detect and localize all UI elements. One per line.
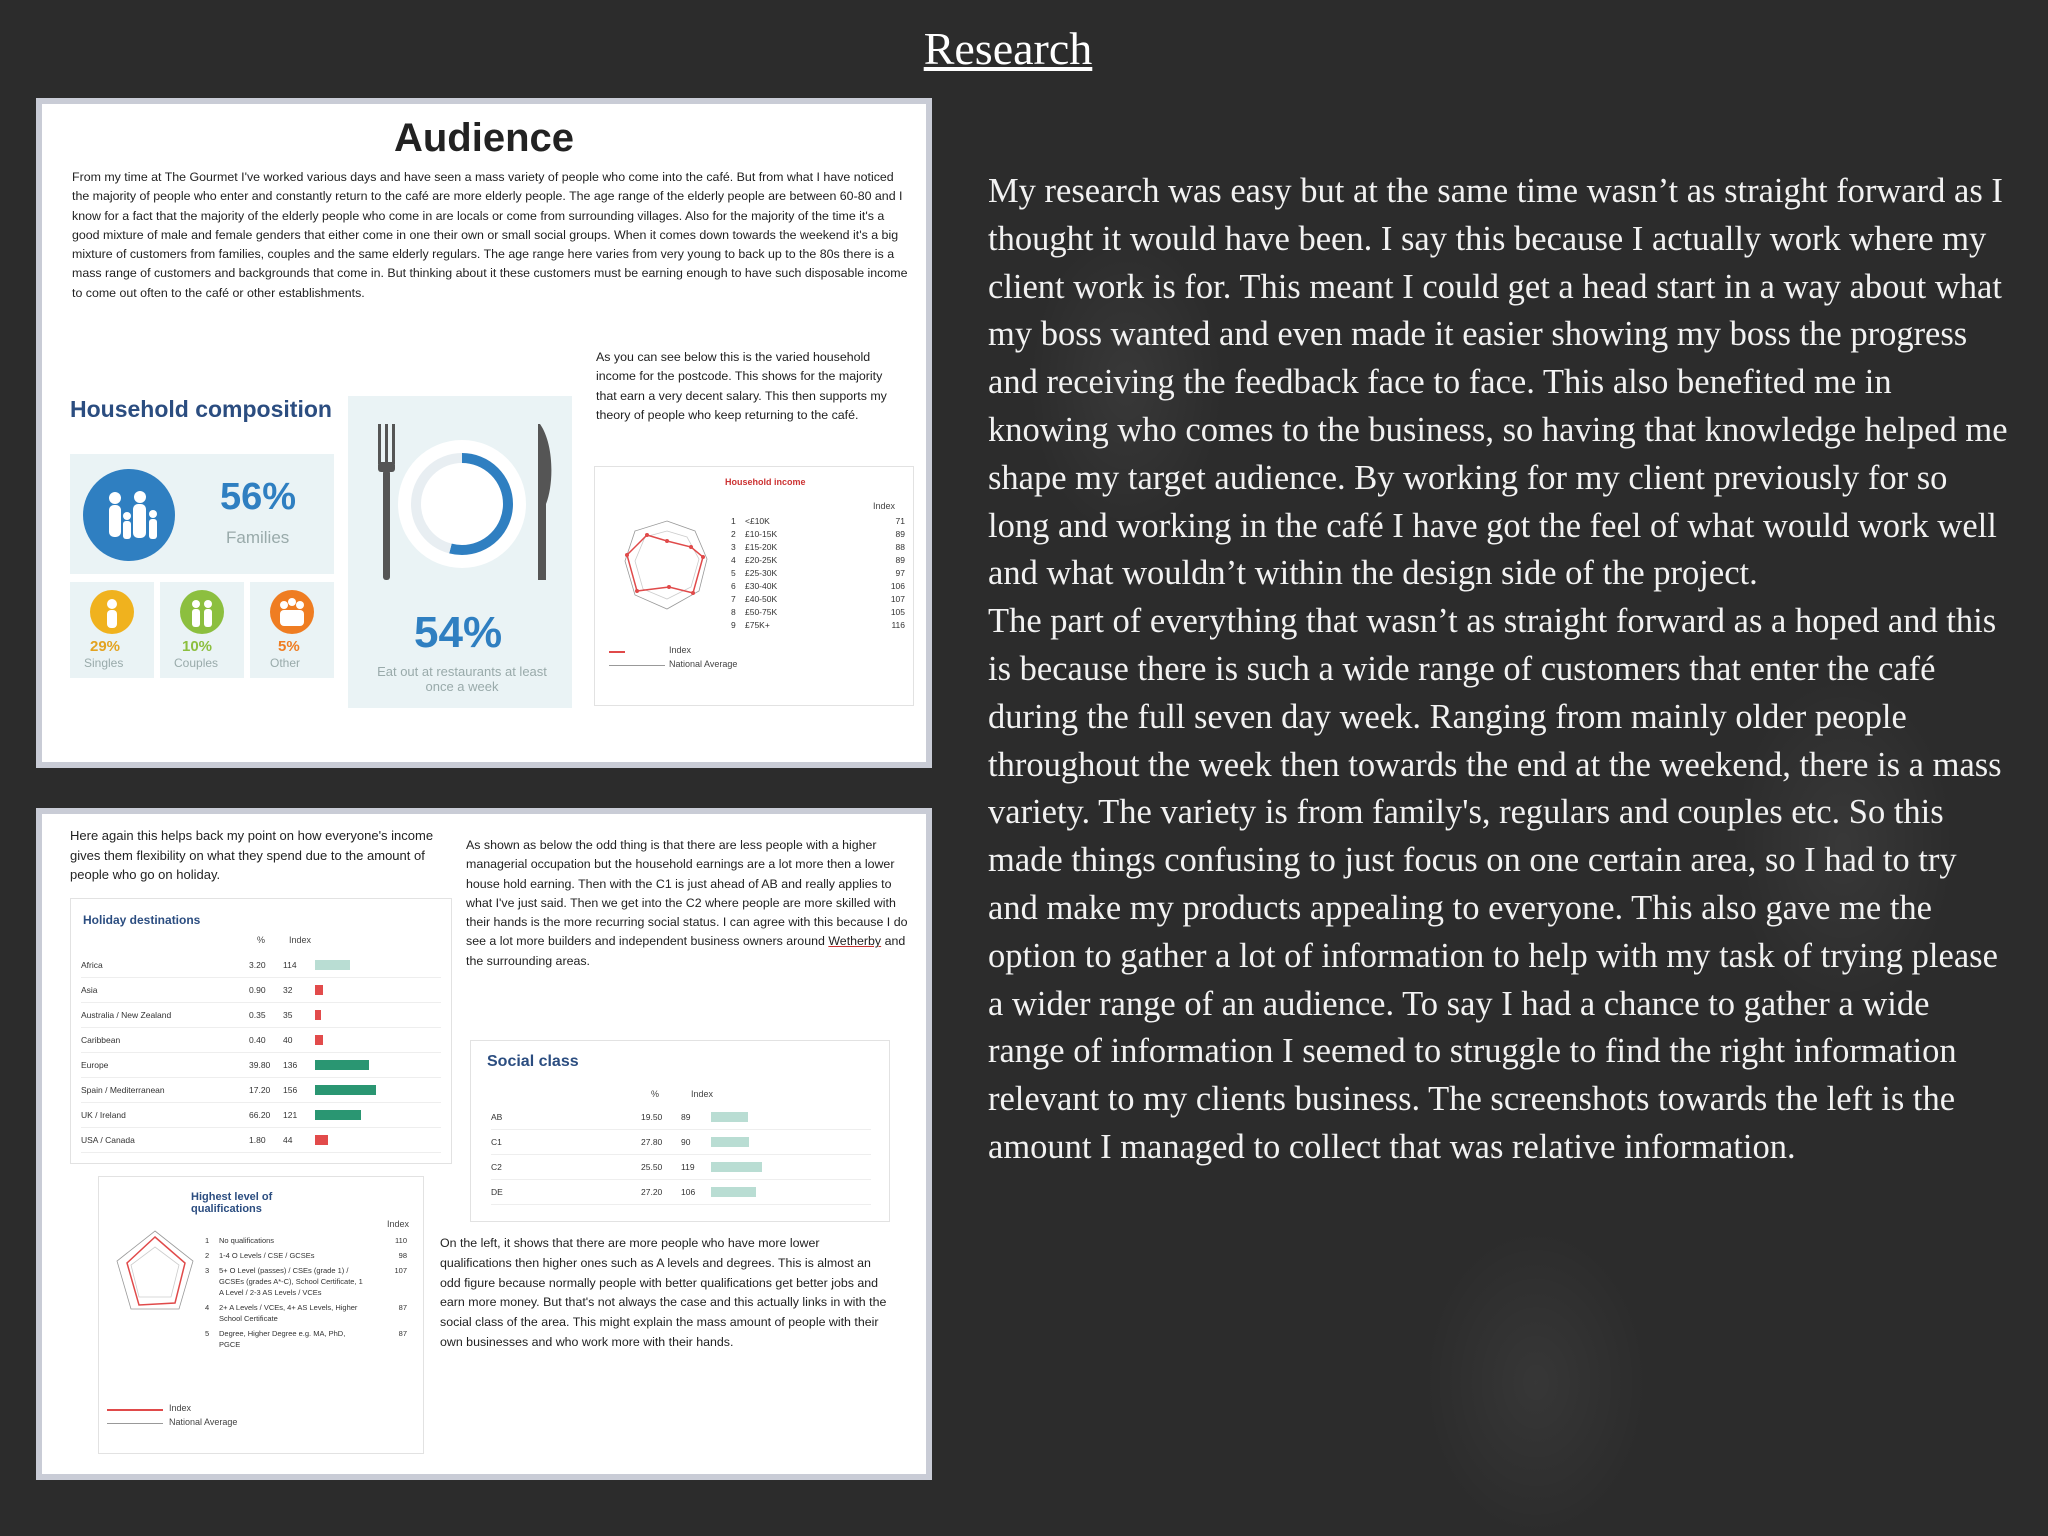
holiday-row (81, 1128, 441, 1153)
social-class-card (470, 1040, 890, 1222)
audience-intro-text: From my time at The Gourmet I've worked various days and have seen a mass variety of people who come into the café. But from what I have noticed the majority of people who enter and constantly return to the café are more elderly people. The age range of the elderly people are between 60-80 and I know for a fact that the majority of the elderly people who come in are locals or come from surrounding villages. Also for the majority of the time it's a good mixture of male and female genders that either come in one their own or small social groups. When it comes down towards the weekend it's a big mixture of customers from families, couples and the same elderly regulars. The age range here varies from very young to back up to the 80s there is a mass range of customers and backgrounds that come in. But thinking about it these customers must be earning enough to have such disposable income to come out often to the café or other establishments. (72, 170, 908, 300)
income-row-label: £50-75K (745, 607, 778, 617)
income-row-index: 106 (890, 581, 905, 591)
social-header-index: Index (691, 1089, 714, 1099)
qualifications-radar-chart (105, 1217, 205, 1327)
income-row-index: 71 (895, 516, 905, 526)
qual-legend-national-swatch (107, 1423, 163, 1424)
income-row-number: 1 (731, 516, 736, 526)
holiday-bar (315, 1035, 323, 1045)
couples-tile (160, 582, 244, 678)
income-row-label: £15-20K (745, 542, 778, 552)
holiday-note-text: Here again this helps back my point on how everyone's income gives them flexibility on what they spend due to the amount of people who go on holiday. (70, 828, 434, 882)
social-class-pct: 25.50 (641, 1162, 663, 1172)
holiday-index: 32 (283, 985, 293, 995)
income-row-index: 89 (895, 555, 905, 565)
qualification-number: 2 (205, 1251, 210, 1260)
holiday-pct: 3.20 (249, 960, 266, 970)
qual-legend-national: National Average (169, 1417, 238, 1427)
income-row-label: £75K+ (745, 620, 770, 630)
qual-legend-index-swatch (107, 1409, 163, 1411)
holiday-table (81, 953, 441, 1153)
social-class-index: 119 (681, 1162, 695, 1172)
legend-national-swatch (609, 665, 665, 666)
holiday-pct: 0.35 (249, 1010, 266, 1020)
single-person-icon (90, 590, 134, 634)
social-note-place: Wetherby (828, 934, 882, 949)
holiday-bar (315, 1060, 369, 1070)
singles-label: Singles (84, 656, 124, 670)
income-row-label: £10-15K (745, 529, 778, 539)
qualification-number: 5 (205, 1329, 210, 1338)
paragraph-1: My research was easy but at the same time wasn’t as straight forward as I thought it would have been. I say this because I actually work where my client work is for. This meant I could get a head start in a way about what my boss wanted and even made it easier showing my boss the progress and receiving the feedback face to face. This also benefited me in knowing who comes to the business, so having that knowledge helped me shape my target audience. By working for my client previously for so long and working in the café I have got the feel of what would work well and what wouldn’t within the design side of the project. (988, 172, 2008, 593)
holiday-header-pct: % (257, 935, 266, 945)
holiday-row (81, 978, 441, 1003)
qual-legend-index: Index (169, 1403, 192, 1413)
income-row (731, 554, 907, 567)
other-tile (250, 582, 334, 678)
qualifications-table (205, 1235, 417, 1354)
holiday-destination: Asia (81, 985, 98, 995)
holiday-row (81, 1078, 441, 1103)
holiday-index: 114 (283, 960, 297, 970)
social-class-name: DE (491, 1187, 503, 1197)
income-row (731, 515, 907, 528)
social-header-pct: % (651, 1089, 660, 1099)
income-row-number: 2 (731, 529, 736, 539)
audience-heading: Audience (393, 116, 575, 160)
couple-icon (180, 590, 224, 634)
social-note-part-end: and the surrounding areas. (466, 934, 906, 968)
income-row-label: £20-25K (745, 555, 778, 565)
qualifications-card (98, 1176, 424, 1454)
couples-pct: 10% (182, 638, 213, 655)
income-row-index: 88 (895, 542, 905, 552)
qualifications-title: Highest level of qualifications (191, 1191, 273, 1215)
income-row (731, 606, 907, 619)
families-label: Families (226, 528, 290, 547)
holiday-bar (315, 1010, 321, 1020)
holiday-index: 156 (283, 1085, 298, 1095)
social-class-bar (711, 1112, 748, 1122)
legend-national: National Average (669, 659, 738, 669)
income-row-index: 116 (891, 620, 905, 630)
social-note-text (466, 836, 912, 971)
holiday-destination: Europe (81, 1060, 109, 1070)
qual-index-header: Index (387, 1219, 410, 1229)
social-class-index: 106 (681, 1187, 696, 1197)
holiday-bar (315, 985, 323, 995)
holiday-pct: 17.20 (249, 1085, 271, 1095)
qualification-row (205, 1250, 417, 1261)
income-row-index: 105 (890, 607, 905, 617)
social-class-bar (711, 1137, 749, 1147)
holiday-bar (315, 1135, 328, 1145)
eat-out-pct: 54% (414, 608, 503, 657)
holiday-index: 35 (283, 1010, 293, 1020)
income-row (731, 528, 907, 541)
income-row (731, 541, 907, 554)
holiday-pct: 39.80 (249, 1060, 271, 1070)
audience-screenshot (36, 98, 932, 768)
qualification-row (205, 1265, 417, 1298)
holiday-pct: 1.80 (249, 1135, 266, 1145)
income-row (731, 619, 907, 632)
household-composition-title: Household composition (70, 396, 332, 422)
income-radar-chart (607, 491, 727, 631)
holiday-row (81, 1053, 441, 1078)
holiday-row (81, 953, 441, 978)
research-body-text (988, 168, 2008, 1172)
holiday-bar (315, 960, 350, 970)
income-row-label: <£10K (745, 516, 770, 526)
holiday-pct: 66.20 (249, 1110, 271, 1120)
other-label: Other (270, 656, 301, 670)
holiday-destination: Africa (81, 960, 103, 970)
holiday-pct: 0.40 (249, 1035, 266, 1045)
income-note-text: As you can see below this is the varied household income for the postcode. This shows for the majority that earn a very decent salary. This then supports my theory of people who keep returning to the café. (596, 350, 887, 422)
qualification-label: 5+ O Level (passes) / CSEs (grade 1) / GCSEs (grades A*-C), School Certificate, 1 A Level / 2-3 AS Levels / VCEs (219, 1266, 363, 1297)
holiday-destination: UK / Ireland (81, 1110, 126, 1120)
holiday-index: 40 (283, 1035, 293, 1045)
family-icon (82, 468, 176, 562)
income-row-number: 4 (731, 555, 736, 565)
social-class-bar (711, 1187, 756, 1197)
income-row-number: 3 (731, 542, 736, 552)
holiday-header-index: Index (289, 935, 312, 945)
qualification-index: 107 (394, 1266, 407, 1275)
qualification-label: Degree, Higher Degree e.g. MA, PhD, PGCE (219, 1329, 346, 1349)
qualification-label: 2+ A Levels / VCEs, 4+ AS Levels, Higher School Certificate (219, 1303, 358, 1323)
qualification-index: 87 (398, 1329, 407, 1338)
income-row-label: £25-30K (745, 568, 778, 578)
household-income-card (594, 466, 914, 706)
holiday-bar (315, 1110, 361, 1120)
social-class-pct: 19.50 (641, 1112, 663, 1122)
social-class-row (491, 1155, 871, 1180)
holiday-destination: USA / Canada (81, 1135, 135, 1145)
qualification-index: 87 (398, 1303, 407, 1312)
income-row-label: £40-50K (745, 594, 778, 604)
social-class-row (491, 1105, 871, 1130)
qualification-row (205, 1235, 417, 1246)
paragraph-2: The part of everything that wasn’t as straight forward as a hoped and this is because there is such a wide range of customers that enter the café during the full seven day week. Ranging from mainly older people throughout the week then towards the end at the weekend, there is a mass variety. The variety is from family's, regulars and couples etc. So this made things confusing to just focus on one certain area, so I had to try and make my products appealing to everyone. This also gave me the option to gather a lot of information to help with my task of trying please a wider range of an audience. To say I had a chance to gather a wide range of information I seemed to struggle to find the right information relevant to my clients business. The screenshots towards the left is the amount I managed to collect that was relative information. (988, 602, 2002, 1166)
holiday-destination: Caribbean (81, 1035, 121, 1045)
social-class-pct: 27.80 (641, 1137, 663, 1147)
income-row-number: 8 (731, 607, 736, 617)
income-index-header: Index (873, 501, 896, 511)
legend-index-swatch (609, 651, 625, 653)
couples-label: Couples (174, 656, 219, 670)
plate-icon (358, 424, 564, 584)
holiday-row (81, 1103, 441, 1128)
qualification-label: 1-4 O Levels / CSE / GCSEs (219, 1251, 315, 1260)
qualification-number: 3 (205, 1266, 210, 1275)
qualification-index: 110 (395, 1236, 407, 1245)
income-row (731, 567, 907, 580)
income-row (731, 580, 907, 593)
holiday-destination: Australia / New Zealand (81, 1010, 172, 1020)
social-class-name: C1 (491, 1137, 502, 1147)
social-class-pct: 27.20 (641, 1187, 663, 1197)
families-tile (70, 454, 334, 574)
income-row-number: 5 (731, 568, 736, 578)
social-class-row (491, 1130, 871, 1155)
holiday-bar (315, 1085, 376, 1095)
group-icon (270, 590, 314, 634)
singles-pct: 29% (90, 638, 121, 655)
other-pct: 5% (278, 638, 300, 655)
holiday-index: 44 (283, 1135, 293, 1145)
social-class-table (491, 1105, 871, 1205)
income-row-number: 7 (731, 594, 736, 604)
holiday-title: Holiday destinations (83, 913, 201, 927)
social-class-index: 90 (681, 1137, 691, 1147)
social-note-part: As shown as below the odd thing is that there are less people with a higher managerial occupation but the household earnings are a lot more then a lower house hold earning. Then with the C1 is just ahead of AB and really applies to what I've just said. Then we get into the C2 where people are more skilled with their hands is the more recurring social status. I can agree with this because I do see a lot more builders and independent business owners around (466, 838, 908, 949)
holiday-destination: Spain / Mediterranean (81, 1085, 165, 1095)
holiday-row (81, 1028, 441, 1053)
income-row-number: 9 (731, 620, 736, 630)
holiday-index: 136 (283, 1060, 298, 1070)
legend-index: Index (669, 645, 692, 655)
social-class-name: AB (491, 1112, 503, 1122)
eat-out-tile (348, 396, 572, 708)
income-row (731, 593, 907, 606)
social-class-row (491, 1180, 871, 1205)
qualification-number: 1 (205, 1236, 210, 1245)
household-income-title: Household income (725, 477, 806, 487)
income-row-number: 6 (731, 581, 736, 591)
social-class-name: C2 (491, 1162, 502, 1172)
holiday-destinations-card (70, 898, 452, 1164)
income-table (731, 515, 907, 632)
qualification-number: 4 (205, 1303, 210, 1312)
holiday-social-screenshot (36, 808, 932, 1480)
income-row-index: 107 (890, 594, 905, 604)
social-class-title: Social class (487, 1053, 579, 1070)
qualification-row (205, 1302, 417, 1324)
social-class-bar (711, 1162, 762, 1172)
income-row-label: £30-40K (745, 581, 778, 591)
holiday-index: 121 (283, 1110, 298, 1120)
qualification-label: No qualifications (219, 1236, 275, 1245)
singles-tile (70, 582, 154, 678)
qualification-row (205, 1328, 417, 1350)
families-pct: 56% (220, 476, 297, 518)
holiday-row (81, 1003, 441, 1028)
slide-title: Research (923, 23, 1093, 74)
income-row-index: 97 (895, 568, 905, 578)
income-row-index: 89 (895, 529, 905, 539)
qualification-index: 98 (398, 1251, 407, 1260)
qualifications-note-text: On the left, it shows that there are more people who have more lower qualifications then higher ones such as A levels and degrees. This is almost an odd figure because normally people with better qualifications get better jobs and earn more money. But that's not always the case and this actually links in with the social class of the area. This might explain the mass amount of people with their own businesses and who work more with their hands. (440, 1236, 887, 1349)
social-class-index: 89 (681, 1112, 691, 1122)
holiday-pct: 0.90 (249, 985, 266, 995)
eat-out-label: Eat out at restaurants at least once a week (377, 664, 547, 694)
